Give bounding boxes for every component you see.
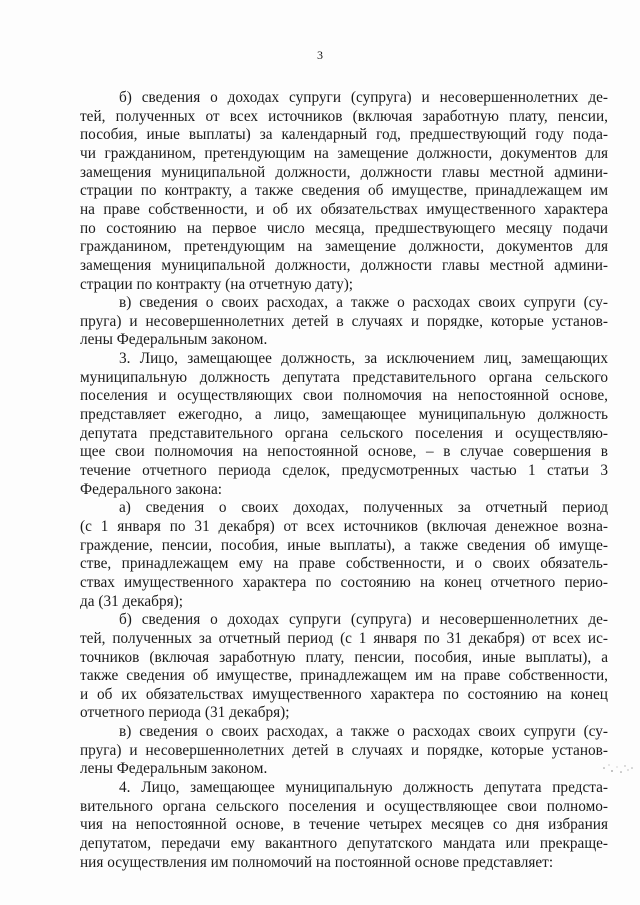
text-line: замещения муниципальной должности, должности главы местной админи- (80, 163, 608, 181)
text-line: также сведения об имуществе, принадлежащем им на праве собственности, (80, 667, 608, 685)
text-line: течение отчетного периода сделок, предусмотренных частью 1 статьи 3 (80, 462, 608, 479)
text-line: тей, полученных от всех источников (включая заработную плату, пенсии, (80, 107, 608, 125)
text-line: и об их обязательствах имущественного характера по состоянию на конец (80, 685, 608, 703)
text-line: стве, принадлежащем ему на праве собственности, и о своих обязатель- (80, 555, 608, 573)
text-line: пруга) и несовершеннолетних детей в случаях и порядке, которые установ- (80, 741, 608, 759)
text-line: щее свои полномочия на непостоянной основе, – в случае совершения в (80, 443, 608, 461)
text-line: точников (включая заработную плату, пенсии, пособия, иные выплаты), а (80, 648, 608, 666)
text-line: на праве собственности, и об их обязательствах имущественного характера (80, 200, 608, 218)
text-line: депутатом, передачи ему вакантного депутатского мандата или прекраще- (80, 835, 608, 852)
text-line: отчетного периода (31 декабря); (80, 704, 290, 722)
text-line: чи гражданином, претендующим на замещение должности, документов для (80, 144, 608, 162)
text-line: вительного органа сельского поселения и осуществляющее свои полномо- (80, 797, 608, 815)
text-line: страции по контракту (на отчетную дату); (80, 275, 354, 293)
text-line: гражданином, претендующим на замещение должности, документов для (80, 238, 608, 256)
text-line: поселения и осуществляющих свои полномочия на непостоянной основе, (80, 387, 608, 405)
text-line: по состоянию на первое число месяца, предшествующего месяцу подачи (80, 219, 608, 237)
text-line: 4. Лицо, замещающее муниципальную должность депутата предста- (119, 779, 608, 797)
text-line: в) сведения о своих расходах, а также о расходах своих супруги (су- (119, 294, 608, 312)
text-line: представляет ежегодно, а лицо, замещающее муниципальную должность (80, 406, 608, 424)
text-line: Федерального закона: (80, 480, 222, 498)
text-line: лены Федеральным законом. (80, 331, 268, 349)
text-line: чия на непостоянной основе, в течение четырех месяцев со дня избрания (80, 816, 608, 834)
text-line: а) сведения о своих доходах, полученных за отчетный период (119, 499, 608, 517)
page-number: 3 (317, 48, 323, 62)
text-line: муниципальную должность депутата представительного органа сельского (80, 368, 608, 386)
text-line: да (31 декабря); (80, 592, 183, 610)
text-line: страции по контракту, а также сведения об имуществе, принадлежащем им (80, 182, 608, 200)
text-line: тей, полученных за отчетный период (с 1 января по 31 декабря) от всех ис- (80, 629, 608, 647)
text-line: б) сведения о доходах супруги (супруга) и несовершеннолетних де- (119, 611, 608, 629)
text-line: в) сведения о своих расходах, а также о расходах своих супруги (су- (119, 723, 608, 741)
text-line: ния осуществления им полномочий на постоянной основе представляет: (80, 853, 554, 871)
text-line: б) сведения о доходах супруги (супруга) и несовершеннолетних де- (119, 89, 608, 106)
text-line: пособия, иные выплаты) за календарный год, предшествующий году пода- (80, 126, 608, 144)
text-line: 3. Лицо, замещающее должность, за исключением лиц, замещающих (119, 350, 608, 368)
text-line: (с 1 января по 31 декабря) от всех источников (включая денежное возна- (80, 517, 608, 535)
text-line: замещения муниципальной должности, должности главы местной админи- (80, 256, 608, 274)
text-line: граждение, пенсии, пособия, иные выплаты), а также сведения об имуще- (80, 536, 608, 554)
text-line: пруга) и несовершеннолетних детей в случаях и порядке, которые установ- (80, 312, 608, 330)
scan-speckle (600, 760, 636, 780)
text-line: депутата представительного органа сельского поселения и осуществляю- (80, 424, 608, 442)
text-line: лены Федеральным законом. (80, 760, 268, 778)
text-line: ствах имущественного характера по состоянию на конец отчетного перио- (80, 573, 608, 591)
